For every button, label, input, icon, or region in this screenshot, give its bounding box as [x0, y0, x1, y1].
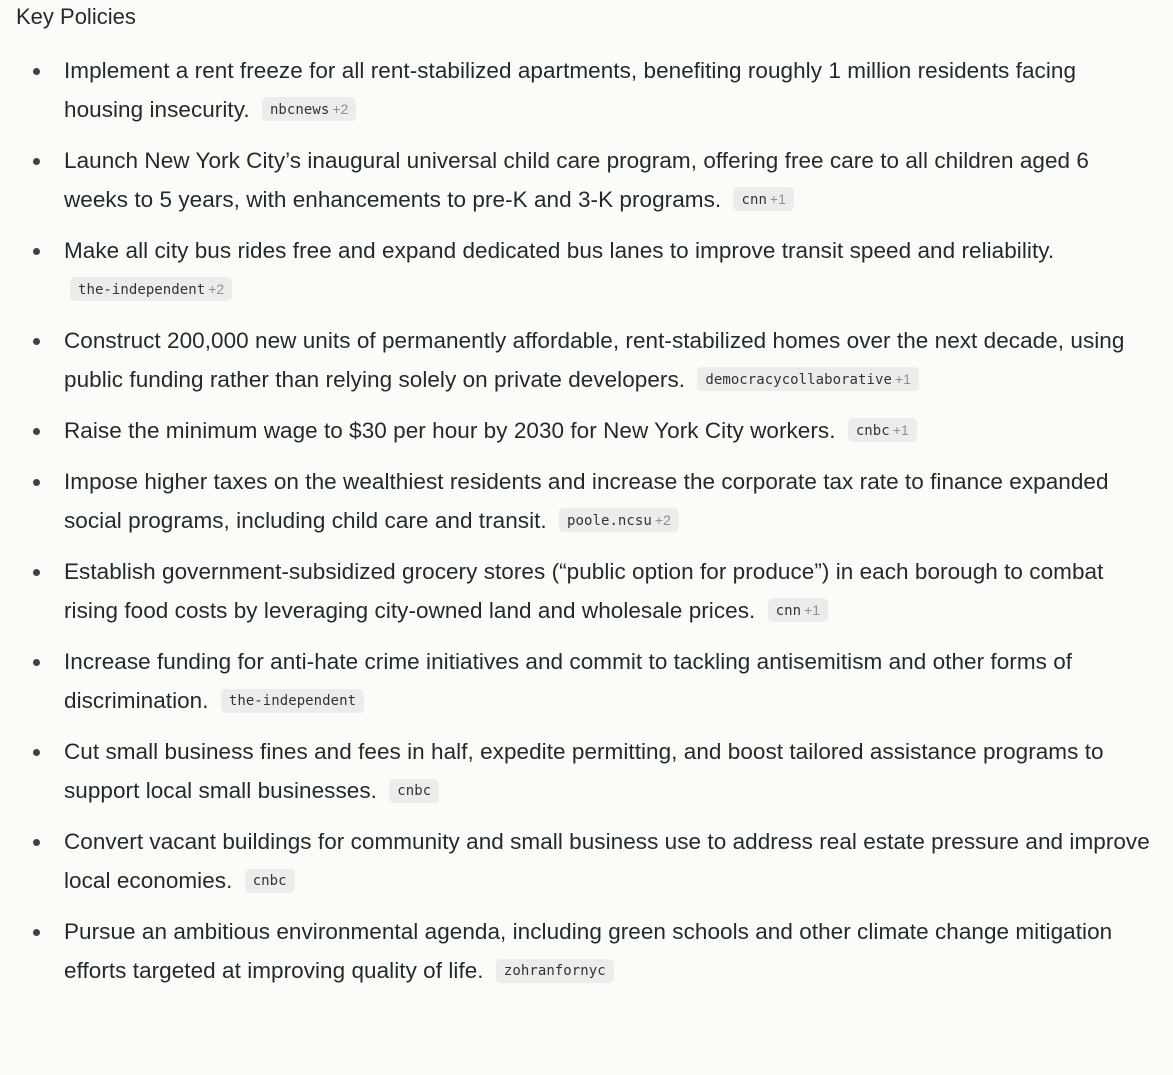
policy-item	[16, 321, 1156, 399]
policy-text: Impose higher taxes on the wealthiest residents and increase the corporate tax rate to finance expanded social programs, including child care and transit.	[64, 469, 1109, 533]
citation-source: cnbc	[855, 423, 890, 439]
policy-text: Establish government-subsidized grocery stores (“public option for produce”) in each borough to combat rising food costs by leveraging city-owned land and wholesale prices.	[64, 559, 1104, 623]
policy-text: Implement a rent freeze for all rent-stabilized apartments, benefiting roughly 1 million residents facing housing insecurity.	[64, 58, 1077, 122]
bullet-icon	[33, 68, 40, 75]
policy-text: Construct 200,000 new units of permanently affordable, rent-stabilized homes over the next decade, using public funding rather than relying solely on private developers.	[64, 328, 1125, 392]
policy-item	[16, 642, 1156, 720]
citation-badge[interactable]	[245, 869, 295, 893]
citation-source: cnbc	[397, 783, 432, 799]
citation-source: poole.ncsu	[567, 513, 652, 529]
policy-item	[16, 552, 1156, 630]
citation-source: cnn	[741, 192, 767, 208]
document	[16, 0, 1156, 1002]
bullet-icon	[33, 479, 40, 486]
citation-source: the-independent	[228, 693, 357, 709]
citation-badge[interactable]	[389, 779, 439, 803]
citation-count: +1	[769, 191, 786, 207]
citation-badge[interactable]	[496, 959, 614, 983]
citation-source: cnbc	[252, 873, 287, 889]
citation-count: +2	[208, 281, 225, 297]
policy-item	[16, 231, 1156, 309]
bullet-icon	[33, 749, 40, 756]
citation-count: +1	[894, 371, 911, 387]
citation-badge[interactable]	[70, 277, 232, 301]
bullet-icon	[33, 569, 40, 576]
citation-source: cnn	[775, 603, 802, 619]
policy-text: Raise the minimum wage to $30 per hour by 2030 for New York City workers.	[64, 418, 836, 443]
citation-badge[interactable]	[697, 367, 919, 391]
bullet-icon	[33, 158, 40, 165]
citation-badge[interactable]	[559, 508, 679, 532]
policy-item	[16, 822, 1156, 900]
bullet-icon	[33, 839, 40, 846]
policy-list	[16, 51, 1156, 990]
citation-badge[interactable]	[262, 97, 356, 121]
citation-count: +2	[332, 101, 349, 117]
policy-text: Pursue an ambitious environmental agenda, including green schools and other climate change mitigation efforts targeted at improving quality of life.	[64, 919, 1113, 983]
citation-count: +1	[892, 422, 909, 438]
policy-item	[16, 411, 1156, 450]
citation-count: +2	[654, 512, 671, 528]
citation-source: zohranfornyc	[503, 963, 606, 979]
policy-item	[16, 732, 1156, 810]
citation-source: nbcnews	[269, 102, 330, 118]
section-title: Key Policies	[16, 4, 136, 29]
policy-text: Convert vacant buildings for community and small business use to address real estate pressure and improve local economies.	[64, 829, 1150, 893]
citation-source: the-independent	[78, 282, 206, 298]
bullet-icon	[33, 929, 40, 936]
citation-badge[interactable]	[221, 689, 364, 713]
bullet-icon	[33, 428, 40, 435]
bullet-icon	[33, 248, 40, 255]
policy-item	[16, 912, 1156, 990]
policy-item	[16, 51, 1156, 129]
policy-text: Increase funding for anti-hate crime initiatives and commit to tackling antisemitism and other forms of discrimination.	[64, 649, 1073, 713]
policy-text: Cut small business fines and fees in half, expedite permitting, and boost tailored assistance programs to support local small businesses.	[64, 739, 1104, 803]
policy-item	[16, 141, 1156, 219]
citation-badge[interactable]	[848, 418, 917, 442]
policy-item	[16, 462, 1156, 540]
citation-source: democracycollaborative	[705, 372, 892, 388]
bullet-icon	[33, 338, 40, 345]
citation-badge[interactable]	[768, 598, 829, 622]
policy-text: Launch New York City’s inaugural universal child care program, offering free care to all children aged 6 weeks to 5 years, with enhancements to pre-K and 3-K programs.	[64, 148, 1089, 212]
citation-badge[interactable]	[733, 187, 794, 211]
policy-text: Make all city bus rides free and expand dedicated bus lanes to improve transit speed and reliability.	[64, 238, 1055, 263]
citation-count: +1	[804, 602, 821, 618]
bullet-icon	[33, 659, 40, 666]
